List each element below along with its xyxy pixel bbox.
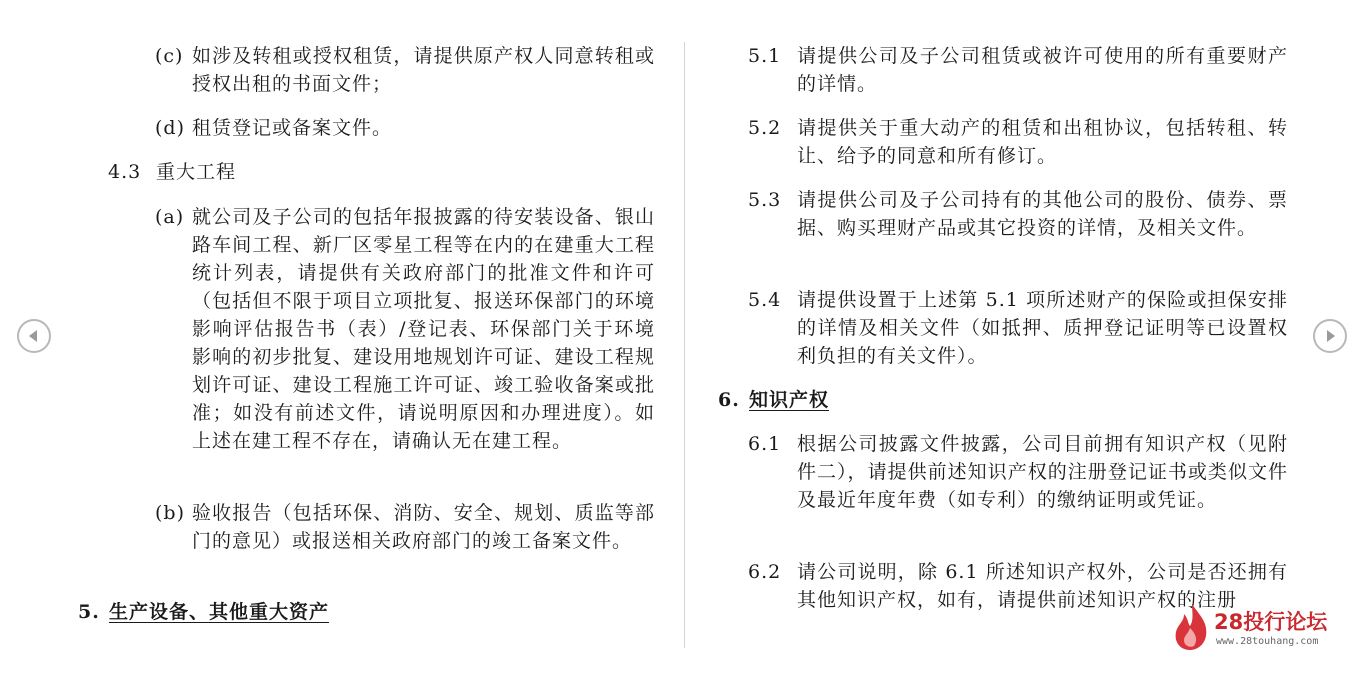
list-marker: 5.1 — [748, 45, 782, 67]
section-number: 5. — [78, 601, 100, 623]
list-marker: 6.1 — [748, 433, 782, 455]
prev-page-button[interactable] — [17, 319, 51, 353]
list-item-text: 根据公司披露文件披露，公司目前拥有知识产权（见附件二），请提供前述知识产权的注册登记证书或类似文件及最近年度年费（如专利）的缴纳证明或凭证。 — [797, 433, 1288, 511]
section-heading-6 — [718, 386, 1218, 414]
flame-logo-icon — [1170, 602, 1214, 652]
list-marker: (b) — [155, 502, 185, 524]
list-item-4-2-c — [155, 42, 655, 98]
section-title: 知识产权 — [749, 389, 830, 411]
watermark-logo-text: 28投行论坛 — [1214, 610, 1328, 634]
list-marker: 5.4 — [748, 289, 782, 311]
list-item-text: 如涉及转租或授权租赁，请提供原产权人同意转租或授权出租的书面文件； — [192, 45, 655, 95]
list-item-4-3-a — [155, 203, 655, 483]
page-divider — [684, 42, 685, 648]
list-item-4-2-d — [155, 114, 655, 142]
section-number: 6. — [718, 389, 740, 411]
list-item-text: 请提供关于重大动产的租赁和出租协议，包括转租、转让、给予的同意和所有修订。 — [797, 117, 1288, 167]
subsection-number: 4.3 — [108, 161, 142, 183]
list-marker: 6.2 — [748, 561, 782, 583]
list-item-5-2 — [748, 114, 1288, 170]
list-item-4-3-b — [155, 499, 655, 583]
section-heading-5 — [78, 598, 578, 626]
list-item-text: 租赁登记或备案文件。 — [192, 117, 393, 139]
subsection-title: 重大工程 — [156, 161, 237, 183]
list-item-text: 请提供公司及子公司持有的其他公司的股份、债券、票据、购买理财产品或其它投资的详情，及相关文件。 — [797, 189, 1288, 239]
forum-watermark — [1170, 600, 1350, 660]
section-title: 生产设备、其他重大资产 — [109, 601, 330, 623]
list-marker: 5.3 — [748, 189, 782, 211]
list-item-text: 请提供公司及子公司租赁或被许可使用的所有重要财产的详情。 — [797, 45, 1288, 95]
chevron-left-icon — [19, 321, 49, 351]
watermark-url: www.28touhang.com — [1216, 636, 1319, 647]
list-item-text: 请提供设置于上述第 5.1 项所述财产的保险或担保安排的详情及相关文件（如抵押、质押登记证明等已设置权利负担的有关文件）。 — [797, 289, 1288, 367]
subsection-4-3 — [108, 158, 648, 186]
right-page — [700, 0, 1300, 674]
list-item-5-3 — [748, 186, 1288, 270]
list-item-text: 验收报告（包括环保、消防、安全、规划、质监等部门的意见）或报送相关政府部门的竣工备案文件。 — [192, 502, 655, 552]
left-page — [70, 0, 670, 674]
list-marker: (c) — [155, 45, 184, 67]
chevron-right-icon — [1315, 321, 1345, 351]
list-item-text: 就公司及子公司的包括年报披露的待安装设备、银山路车间工程、新厂区零星工程等在内的在建重大工程统计列表，请提供有关政府部门的批准文件和许可（包括但不限于项目立项批复、报送环保部门的环境影响评估报告书（表）/登记表、环保部门关于环境影响的初步批复、建设用地规划许可证、建设工程规划许可证、建设工程施工许可证、竣工验收备案或批准；如没有前述文件，请说明原因和办理进度）。如上述在建工程不存在，请确认无在建工程。 — [192, 206, 655, 452]
list-item-text: 请公司说明，除 6.1 所述知识产权外，公司是否还拥有其他知识产权，如有，请提供前述知识产权的注册 — [797, 561, 1288, 611]
next-page-button[interactable] — [1313, 319, 1347, 353]
list-item-6-1 — [748, 430, 1288, 542]
list-item-5-4 — [748, 286, 1288, 370]
list-marker: 5.2 — [748, 117, 782, 139]
list-marker: (a) — [155, 206, 185, 228]
list-item-5-1 — [748, 42, 1288, 98]
list-marker: (d) — [155, 117, 185, 139]
